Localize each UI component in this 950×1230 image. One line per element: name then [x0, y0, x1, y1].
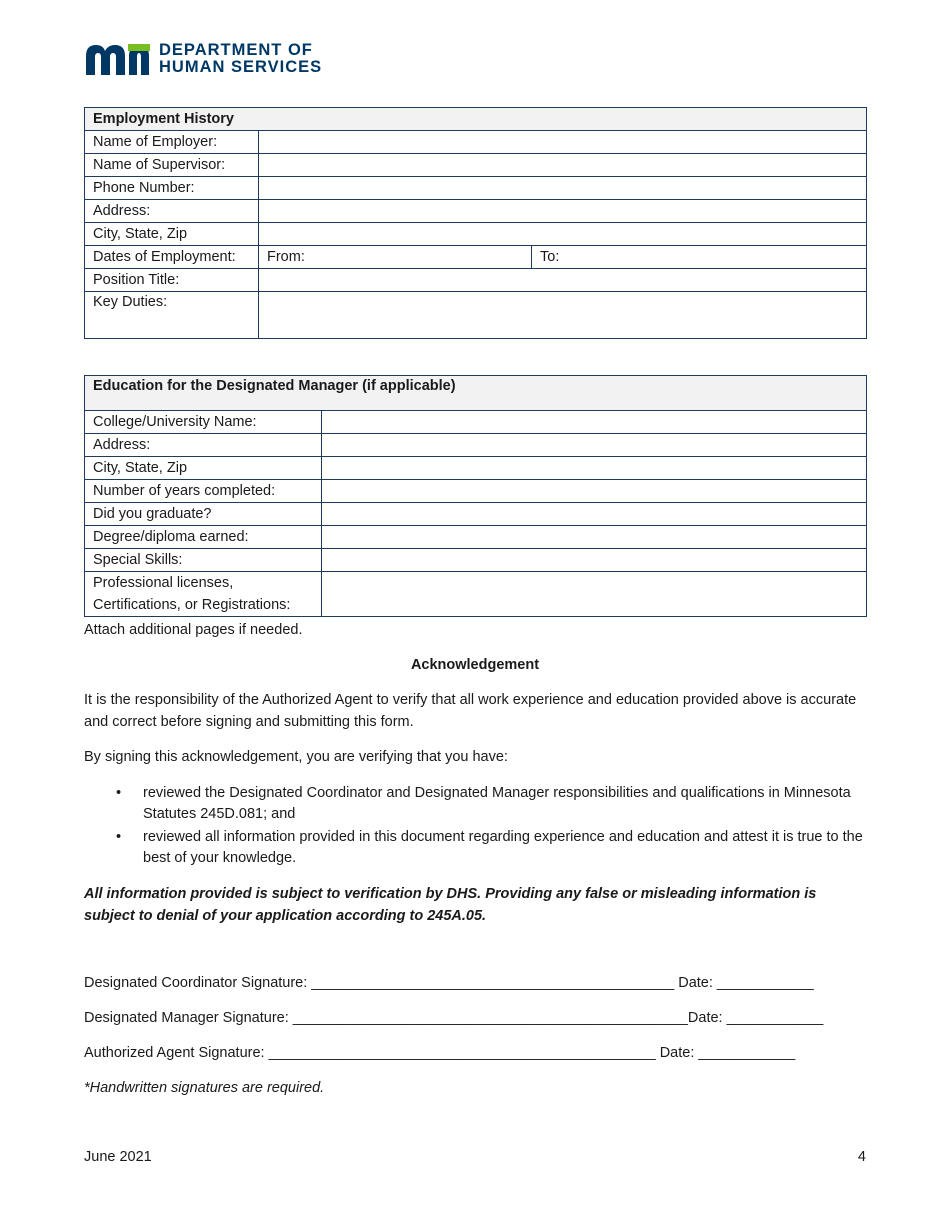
college-field[interactable] — [322, 411, 867, 434]
position-field[interactable] — [259, 269, 867, 292]
licenses-label-line2: Certifications, or Registrations: — [93, 597, 291, 613]
date-from-label: From: — [267, 248, 305, 265]
bullet-text-1: reviewed the Designated Coordinator and Designated Manager responsibilities and qualifications in Minnesota Statutes 245D.081; and — [143, 785, 851, 822]
acknowledgement-para2: By signing this acknowledgement, you are verifying that you have: — [84, 749, 508, 765]
position-label: Position Title: — [85, 269, 259, 292]
duties-label: Key Duties: — [85, 292, 259, 339]
degree-label: Degree/diploma earned: — [85, 526, 322, 549]
date-from-field[interactable] — [259, 246, 532, 269]
supervisor-field[interactable] — [259, 154, 867, 177]
date-to-label: To: — [540, 248, 560, 265]
education-title: Education for the Designated Manager (if applicable) — [85, 376, 867, 411]
mn-logo-mark — [84, 42, 150, 76]
graduate-label: Did you graduate? — [85, 503, 322, 526]
licenses-label-line1: Professional licenses, — [93, 575, 234, 591]
signature-note: *Handwritten signatures are required. — [84, 1080, 325, 1096]
years-label: Number of years completed: — [85, 480, 322, 503]
acknowledgement-para1: It is the responsibility of the Authorized Agent to verify that all work experience and education provided above is accurate and correct before signing and submitting this form. — [84, 692, 857, 730]
years-field[interactable] — [322, 480, 867, 503]
college-city-label: City, State, Zip — [85, 457, 322, 480]
bullet-icon: • — [116, 829, 122, 845]
agent-signature-line[interactable]: Authorized Agent Signature: ________________________________________________ Date: ____________ — [84, 1045, 796, 1061]
supervisor-label: Name of Supervisor: — [85, 154, 259, 177]
org-name-line2: HUMAN SERVICES — [159, 58, 323, 76]
licenses-label — [85, 572, 322, 617]
employer-address-label: Address: — [85, 200, 259, 223]
licenses-field[interactable] — [322, 572, 867, 617]
org-name-line1: DEPARTMENT OF — [159, 41, 313, 59]
graduate-field[interactable] — [322, 503, 867, 526]
skills-field[interactable] — [322, 549, 867, 572]
college-label: College/University Name: — [85, 411, 322, 434]
education-table — [84, 375, 867, 617]
skills-label: Special Skills: — [85, 549, 322, 572]
attach-note: Attach additional pages if needed. — [84, 622, 303, 638]
employer-label: Name of Employer: — [85, 131, 259, 154]
employment-history-title: Employment History — [85, 108, 867, 131]
verification-warning: All information provided is subject to verification by DHS. Providing any false or misleading information is subject to denial of your application according to 245A.05. — [84, 886, 817, 924]
degree-field[interactable] — [322, 526, 867, 549]
page-number: 4 — [857, 1149, 866, 1165]
college-address-label: Address: — [85, 434, 322, 457]
dates-label: Dates of Employment: — [85, 246, 259, 269]
dhs-logo — [84, 42, 322, 76]
acknowledgement-title: Acknowledgement — [410, 657, 540, 673]
bullet-item — [84, 783, 874, 825]
college-city-field[interactable] — [322, 457, 867, 480]
footer-date: June 2021 — [84, 1149, 152, 1165]
bullet-item — [84, 827, 874, 869]
bullet-icon: • — [116, 785, 122, 801]
employer-field[interactable] — [259, 131, 867, 154]
duties-field[interactable] — [259, 292, 867, 339]
phone-field[interactable] — [259, 177, 867, 200]
college-address-field[interactable] — [322, 434, 867, 457]
employer-city-field[interactable] — [259, 223, 867, 246]
employer-address-field[interactable] — [259, 200, 867, 223]
coordinator-signature-line[interactable]: Designated Coordinator Signature: _____________________________________________ Date: ____________ — [84, 975, 814, 991]
acknowledgement-bullets — [84, 783, 874, 871]
bullet-text-2: reviewed all information provided in this document regarding experience and education and attest it is true to the best of your knowledge. — [143, 829, 863, 866]
employment-history-table — [84, 107, 867, 339]
manager-signature-line[interactable]: Designated Manager Signature: _________________________________________________Date: ____________ — [84, 1010, 824, 1026]
date-to-field[interactable] — [532, 246, 867, 269]
employer-city-label: City, State, Zip — [85, 223, 259, 246]
phone-label: Phone Number: — [85, 177, 259, 200]
